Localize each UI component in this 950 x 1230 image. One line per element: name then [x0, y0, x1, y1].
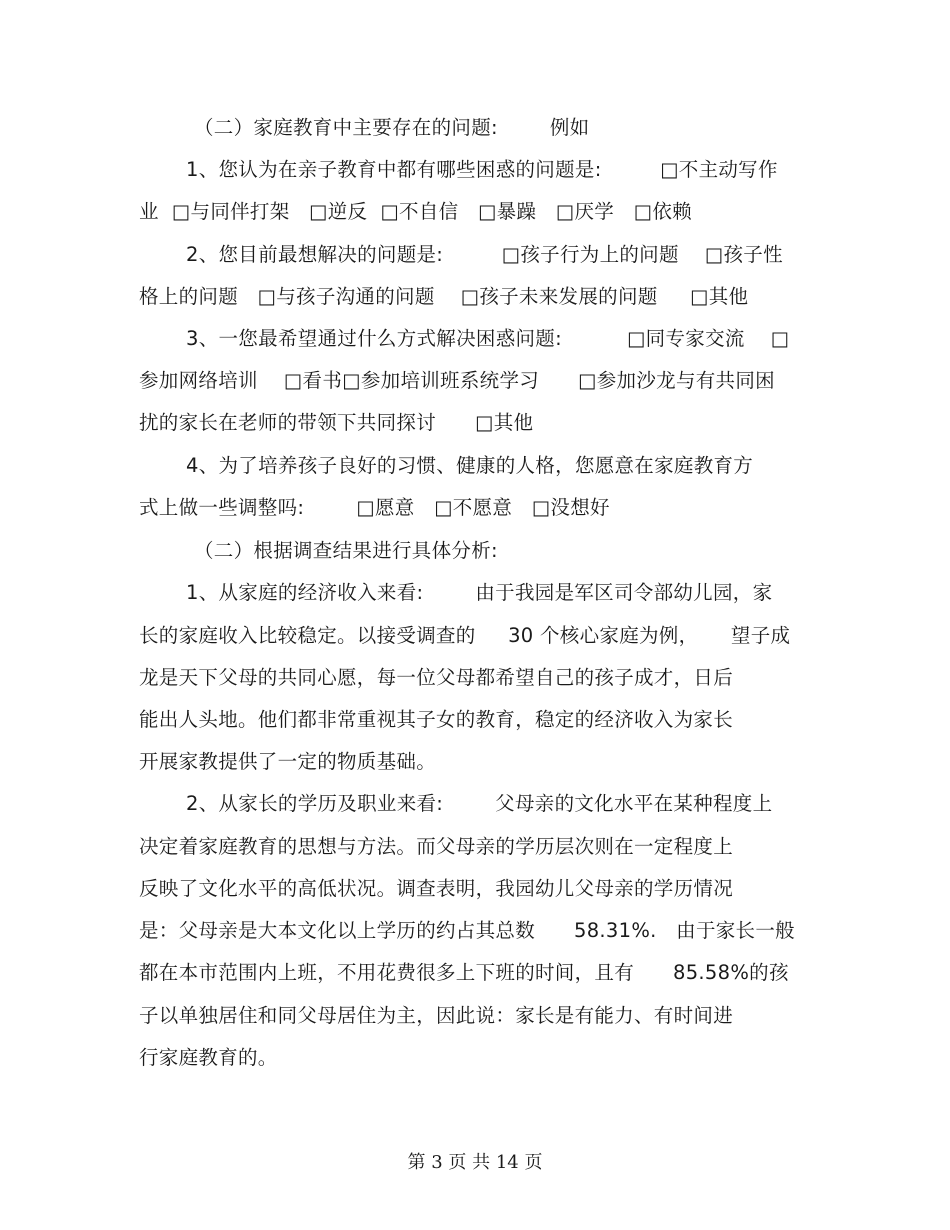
analysis-2-line-3: 反映了文化水平的高低状况。调查表明，我园幼儿父母亲的学历情况	[139, 877, 734, 900]
analysis-1-line-1: 1、从家庭的经济收入来看: 由于我园是军区司令部幼儿园，家	[186, 581, 773, 604]
analysis-2-line-4: 是：父母亲是大本文化以上学历的约占其总数 58.31%. 由于家长一般	[139, 919, 795, 942]
question-4-line-1: 4、为了培养孩子良好的习惯、健康的人格，您愿意在家庭教育方	[186, 454, 754, 477]
analysis-heading: （二）根据调查结果进行具体分析:	[194, 539, 498, 562]
section-heading: （二）家庭教育中主要存在的问题: 例如	[194, 116, 590, 139]
question-3-line-3: 扰的家长在老师的带领下共同探讨 □其他	[139, 411, 534, 434]
analysis-1-line-4: 能出人头地。他们都非常重视其子女的教育，稳定的经济收入为家长	[139, 708, 734, 731]
analysis-1-line-2: 长的家庭收入比较稳定。以接受调查的 30 个核心家庭为例， 望子成	[139, 624, 791, 647]
analysis-2-line-7: 行家庭教育的。	[139, 1046, 278, 1069]
question-1-line-1: 1、您认为在亲子教育中都有哪些困惑的问题是: □不主动写作	[186, 158, 778, 181]
analysis-2-line-6: 子以单独居住和同父母居住为主，因此说：家长是有能力、有时间进	[139, 1004, 734, 1027]
page-number-footer: 第 3 页 共 14 页	[407, 1152, 543, 1173]
question-1-line-2: 业 □与同伴打架 □逆反 □不自信 □暴躁 □厌学 □依赖	[139, 200, 692, 223]
question-4-line-2: 式上做一些调整吗: □愿意 □不愿意 □没想好	[139, 496, 610, 519]
analysis-1-line-3: 龙是天下父母的共同心愿，每一位父母都希望自己的孩子成才，日后	[139, 666, 734, 689]
analysis-2-line-1: 2、从家长的学历及职业来看: 父母亲的文化水平在某种程度上	[186, 792, 773, 815]
question-3-line-1: 3、一您最希望通过什么方式解决困惑问题: □同专家交流 □	[186, 327, 790, 350]
analysis-2-line-5: 都在本市范围内上班，不用花费很多上下班的时间，且有 85.58%的孩	[139, 961, 789, 984]
question-2-line-2: 格上的问题 □与孩子沟通的问题 □孩子未来发展的问题 □其他	[139, 285, 749, 308]
analysis-1-line-5: 开展家教提供了一定的物质基础。	[139, 750, 437, 773]
question-2-line-1: 2、您目前最想解决的问题是: □孩子行为上的问题 □孩子性	[186, 243, 783, 266]
analysis-2-line-2: 决定着家庭教育的思想与方法。而父母亲的学历层次则在一定程度上	[139, 835, 734, 858]
question-3-line-2: 参加网络培训 □看书□参加培训班系统学习 □参加沙龙与有共同困	[139, 369, 775, 392]
